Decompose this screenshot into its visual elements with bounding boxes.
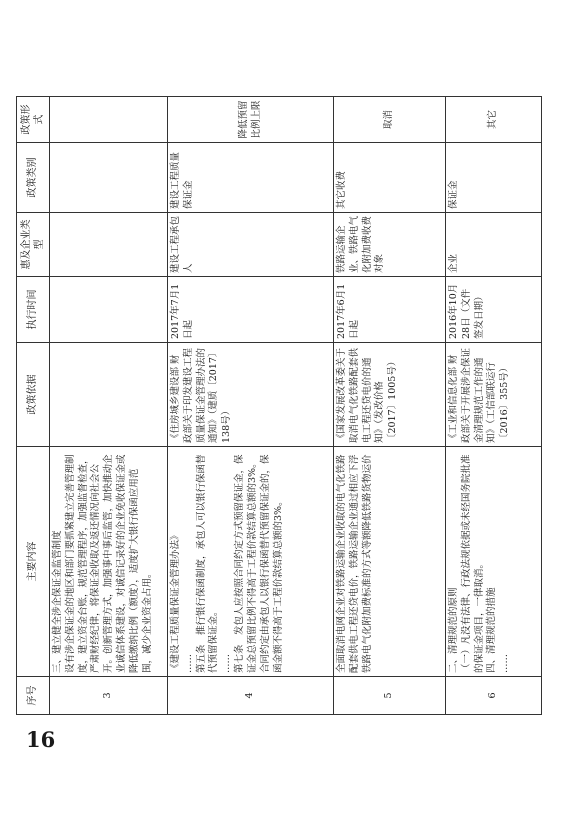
row-beneficiary (50, 213, 168, 277)
row-index: 4 (168, 677, 334, 715)
row-beneficiary: 建设工程承包人 (168, 213, 334, 277)
content-line: …… (221, 654, 233, 673)
table-header-row (17, 97, 50, 715)
header-category: 政策类别 (17, 143, 50, 213)
content-line: …… (182, 654, 194, 673)
row-category: 其它收费 (334, 143, 446, 213)
row-basis (50, 343, 168, 447)
row-content (168, 447, 334, 677)
row-index: 3 (50, 677, 168, 715)
content-line: 二、清理规范的原则 (448, 587, 459, 673)
row-form: 降低预留比例上限 (168, 97, 334, 143)
row-time (50, 277, 168, 343)
header-content: 主要内容 (17, 447, 50, 677)
row-category (50, 143, 168, 213)
rotated-policy-table (16, 97, 536, 715)
policy-table (16, 96, 542, 715)
row-time: 2016年10月28日（文件签发日期） (446, 277, 542, 343)
row-time: 2017年7月1日起 (168, 277, 334, 343)
header-time: 执行时间 (17, 277, 50, 343)
row-beneficiary: 企业 (446, 213, 542, 277)
row-content (334, 447, 446, 677)
row-form: 取消 (334, 97, 446, 143)
row-time: 2017年6月1日起 (334, 277, 446, 343)
row-index: 6 (446, 677, 542, 715)
row-basis: 《国家发展改革委关于取消电气化铁路配套供电工程还贷电价的通知》（发改价格〔2017〕1005号） (334, 343, 446, 447)
row-category: 建设工程质量保证金 (168, 143, 334, 213)
content-line: 设有涉企保证金的地区和部门要抓紧建立完善管理制度，建立资金台账，规范管理程序，加强监督检查，严肃财经纪律，将保证金收取及返还情况向社会公开。创新管理方式，加强事中事后监管，加快推动企业诚信体系建设，对诚信记录好的企业免收保证金或降低缴纳比例（额度），适度扩大银行保函应用范围，减少企业资金占用。 (64, 454, 153, 673)
row-beneficiary: 铁路运输企业、铁路电气化附加费收费对象 (334, 213, 446, 277)
row-index: 5 (334, 677, 446, 715)
row-form: 其它 (446, 97, 542, 143)
header-index: 序号 (17, 677, 50, 715)
content-line: 三、建立健全涉企保证金监管制度 (52, 530, 63, 673)
row-content (50, 447, 168, 677)
table-row (334, 97, 446, 715)
page-number: 16 (26, 727, 56, 752)
content-line: 第五条 推行银行保函制度，承包人可以银行保函替代预留保证金。 (195, 454, 220, 673)
row-basis: 《工业和信息化部 财政部关于开展涉企保证金清理规范工作的通知》（工信部联运行〔2016〕355号） (446, 343, 542, 447)
table-row (168, 97, 334, 715)
table-row (50, 97, 168, 715)
header-form: 政策形式 (17, 97, 50, 143)
row-basis: 《住房城乡建设部 财政部关于印发建设工程质量保证金管理办法的通知》（建质〔2017〕138号） (168, 343, 334, 447)
row-content (446, 447, 542, 677)
header-basis: 政策依据 (17, 343, 50, 447)
content-line: 四、清理规范的措施 (486, 587, 498, 673)
content-line: （一）凡没有法律、行政法规依据或未经国务院批准的保证金项目，一律取消。 (460, 454, 485, 673)
content-line: 全面取消电网企业对铁路运输企业收取的电气化铁路配套供电工程还贷电价，铁路运输企业通过相应下浮铁路电气化附加费标准的方式等额降低铁路货物运价 (336, 454, 373, 673)
content-line: …… (499, 654, 511, 673)
content-line: 《建设工程质量保证金管理办法》 (170, 530, 181, 673)
content-line: 第七条 发包人应按照合同约定方式预留保证金，保证金总预留比例不得高于工程价款结算总额的3%。合同约定由承包人以银行保函替代预留保证金的，保函金额不得高于工程价款结算总额的3%。 (234, 454, 284, 673)
table-row (446, 97, 542, 715)
row-form (50, 97, 168, 143)
row-category: 保证金 (446, 143, 542, 213)
header-beneficiary: 惠及企业类型 (17, 213, 50, 277)
